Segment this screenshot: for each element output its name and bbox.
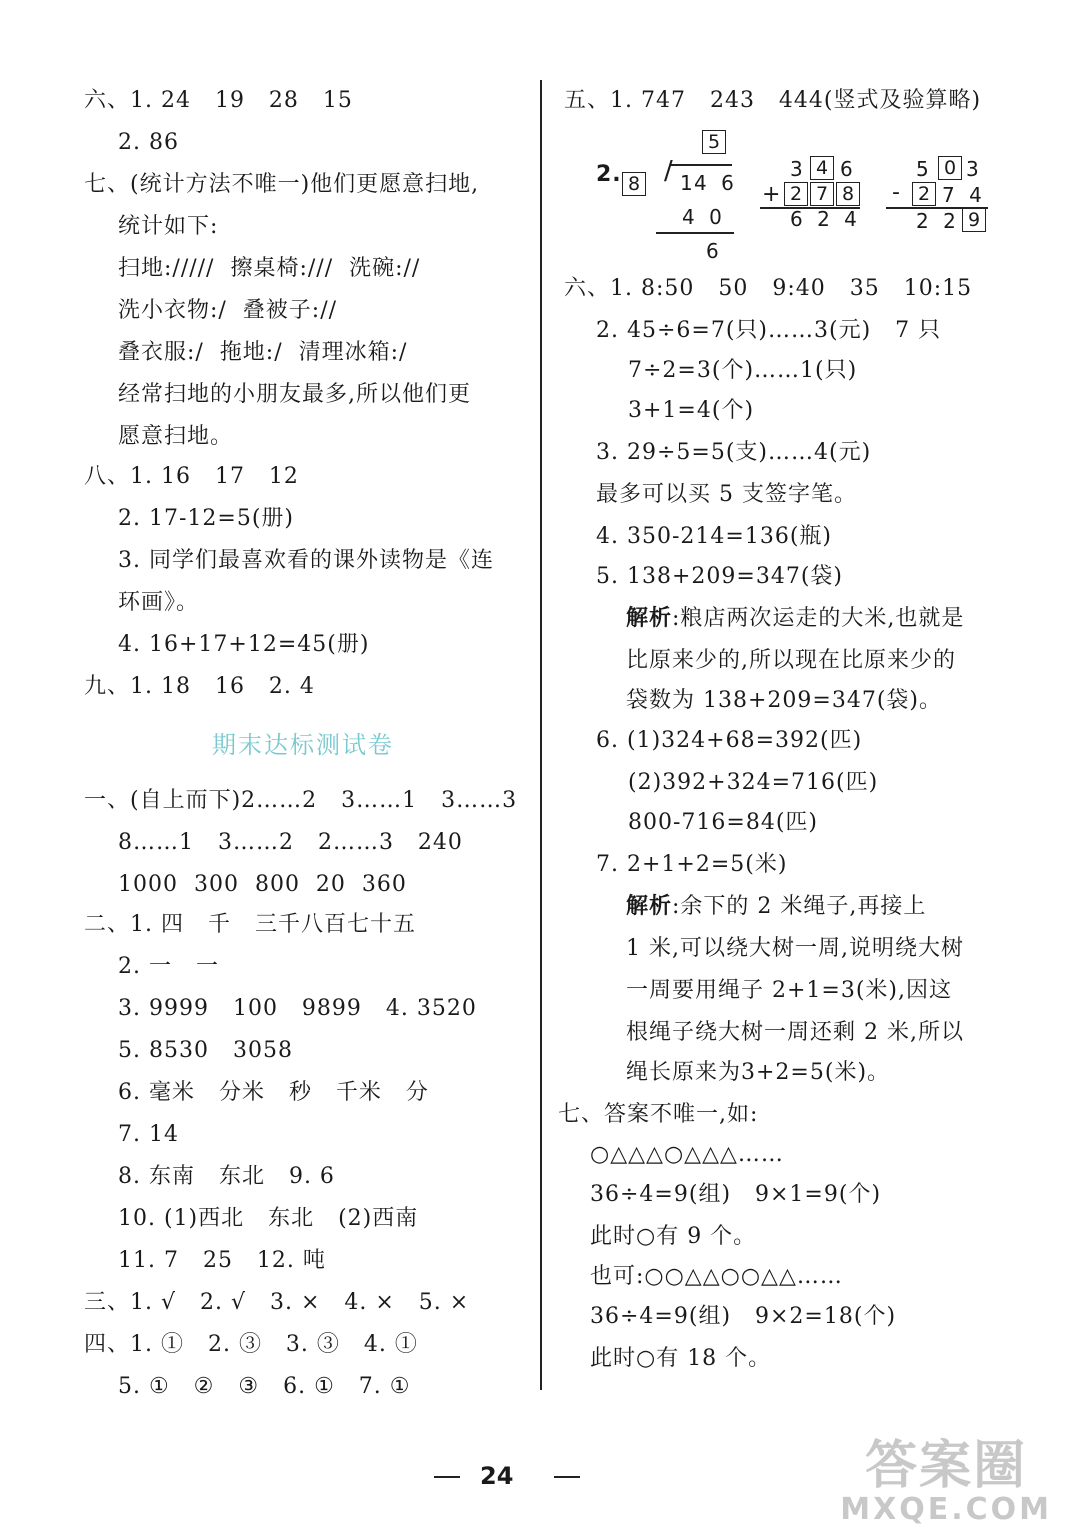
answer-line: 最多可以买 5 支签字笔。 xyxy=(596,482,857,507)
answer-line: 四、1. ① 2. ③ 3. ③ 4. ① xyxy=(84,1332,418,1357)
boxed-digit: 5 xyxy=(702,130,726,154)
answer-line: 三、1. √ 2. √ 3. × 4. × 5. × xyxy=(84,1290,470,1315)
analysis-text: :余下的 2 米绳子,再接上 xyxy=(672,894,927,919)
page-number: 24 xyxy=(480,1462,514,1490)
answer-line: 8. 东南 东北 9. 6 xyxy=(118,1164,335,1189)
answer-line: 5. 8530 3058 xyxy=(118,1038,293,1063)
answer-line: 此时○有 9 个。 xyxy=(590,1224,757,1249)
answer-line: 11. 7 25 12. 吨 xyxy=(118,1248,326,1273)
answer-line: 洗小衣物:/ 叠被子:// xyxy=(118,298,338,323)
answer-line: 愿意扫地。 xyxy=(118,424,234,449)
calc-result: 6 2 4 xyxy=(790,207,861,231)
answer-line: 36÷4=9(组) 9×2=18(个) xyxy=(590,1304,897,1329)
answer-line: 7÷2=3(个)……1(只) xyxy=(628,358,858,383)
answer-line: 7. 14 xyxy=(118,1122,179,1147)
answer-line: 800-716=84(匹) xyxy=(628,810,819,835)
answer-line: 1000 300 800 20 360 xyxy=(118,872,407,897)
answer-line: 袋数为 138+209=347(袋)。 xyxy=(626,688,943,713)
division-bar xyxy=(670,164,732,166)
answer-line: 环画》。 xyxy=(118,590,200,615)
answer-line: 3. 29÷5=5(支)……4(元) xyxy=(596,440,872,465)
answer-line: 九、1. 18 16 2. 4 xyxy=(84,674,315,699)
division-bracket: / xyxy=(664,156,677,186)
calc-dividend: 4 6 xyxy=(694,171,738,195)
answer-line: 2. 17-12=5(册) xyxy=(118,506,295,531)
answer-line: 绳长原来为3+2=5(米)。 xyxy=(626,1060,891,1085)
answer-line: 2. 86 xyxy=(118,130,179,155)
section-heading: 期末达标测试卷 xyxy=(212,731,394,759)
answer-line: 一周要用绳子 2+1=3(米),因这 xyxy=(626,978,953,1003)
answer-line: ○△△△○△△△…… xyxy=(590,1142,784,1167)
answer-line: 经常扫地的小朋友最多,所以他们更 xyxy=(118,382,471,407)
analysis-label: 解析 xyxy=(626,894,673,919)
answer-line: 3. 9999 100 9899 4. 3520 xyxy=(118,996,477,1021)
answer-line: 6. (1)324+68=392(匹) xyxy=(596,728,863,753)
answer-line: 比原来少的,所以现在比原来少的 xyxy=(626,648,956,673)
answer-line: 8……1 3……2 2……3 240 xyxy=(118,830,463,855)
site-watermark xyxy=(840,1438,1052,1526)
answer-line: 5. ① ② ③ 6. ① 7. ① xyxy=(118,1374,411,1399)
watermark-logo-text: 答案圈 xyxy=(865,1436,1028,1496)
calc-label: 2. xyxy=(596,162,622,187)
watermark-url: MXQE.COM xyxy=(840,1492,1052,1527)
answer-line: 一、(自上而下)2……2 3……1 3……3 xyxy=(84,788,518,813)
answer-line: 六、1. 8:50 50 9:40 35 10:15 xyxy=(564,276,973,301)
answer-line: 统计如下: xyxy=(118,214,219,239)
boxed-digit: 2 xyxy=(784,182,808,206)
answer-line: 根绳子绕大树一周还剩 2 米,所以 xyxy=(626,1020,964,1045)
calc-rule xyxy=(656,232,734,234)
answer-line: 3. 同学们最喜欢看的课外读物是《连 xyxy=(118,548,494,573)
answer-line: 3+1=4(个) xyxy=(628,398,755,423)
calc-product: 4 0 xyxy=(682,205,726,229)
boxed-digit: 2 xyxy=(912,182,936,206)
boxed-digit: 4 xyxy=(810,156,834,180)
calc-digit: 7 4 xyxy=(942,183,986,207)
answer-line: 此时○有 18 个。 xyxy=(590,1346,772,1371)
plus-sign: + xyxy=(762,182,785,207)
boxed-digit: 8 xyxy=(622,172,646,196)
analysis-line xyxy=(626,892,926,922)
answer-line: 叠衣服:/ 拖地:/ 清理冰箱:/ xyxy=(118,340,408,365)
analysis-text: :粮店两次运走的大米,也就是 xyxy=(672,606,965,631)
calc-digit: 5 xyxy=(916,157,933,181)
minus-sign: - xyxy=(892,180,904,205)
answer-line: 二、1. 四 千 三千八百七十五 xyxy=(84,912,416,937)
answer-line: 八、1. 16 17 12 xyxy=(84,464,299,489)
answer-line: (2)392+324=716(匹) xyxy=(628,770,879,795)
column-divider xyxy=(540,80,542,1390)
answer-line: 36÷4=9(组) 9×1=9(个) xyxy=(590,1182,882,1207)
calc-result: 2 2 xyxy=(916,209,960,233)
calc-remainder: 6 xyxy=(706,239,723,263)
answer-line: 2. 一 一 xyxy=(118,954,219,979)
analysis-line xyxy=(626,604,964,634)
page-number-dash xyxy=(554,1476,580,1478)
page-number-dash xyxy=(434,1476,460,1478)
answer-line: 4. 16+17+12=45(册) xyxy=(118,632,370,657)
answer-line: 5. 138+209=347(袋) xyxy=(596,564,843,589)
answer-line: 10. (1)西北 东北 (2)西南 xyxy=(118,1206,419,1231)
answer-line: 1 米,可以绕大树一周,说明绕大树 xyxy=(626,936,964,961)
calc-digit: 6 xyxy=(840,157,857,181)
answer-line: 2. 45÷6=7(只)……3(元) 7 只 xyxy=(596,318,942,343)
calc-digit: 3 xyxy=(790,157,807,181)
boxed-digit: 9 xyxy=(962,208,986,232)
boxed-digit: 7 xyxy=(810,182,834,206)
answer-line: 五、1. 747 243 444(竖式及验算略) xyxy=(564,88,982,113)
answer-line: 扫地:///// 擦桌椅:/// 洗碗:// xyxy=(118,256,421,281)
answer-line: 六、1. 24 19 28 15 xyxy=(84,88,353,113)
answer-line: 也可:○○△△○○△△…… xyxy=(590,1264,843,1289)
answer-line: 七、(统计方法不唯一)他们更愿意扫地, xyxy=(84,172,480,197)
answer-line: 4. 350-214=136(瓶) xyxy=(596,524,832,549)
analysis-label: 解析 xyxy=(626,606,673,631)
calc-dividend-box-digit: 1 xyxy=(680,171,697,195)
calc-digit: 3 xyxy=(966,157,983,181)
boxed-digit: 0 xyxy=(938,156,962,180)
answer-line: 7. 2+1+2=5(米) xyxy=(596,852,788,877)
boxed-digit: 8 xyxy=(836,182,860,206)
answer-line: 6. 毫米 分米 秒 千米 分 xyxy=(118,1080,429,1105)
answer-line: 七、答案不唯一,如: xyxy=(558,1102,759,1127)
